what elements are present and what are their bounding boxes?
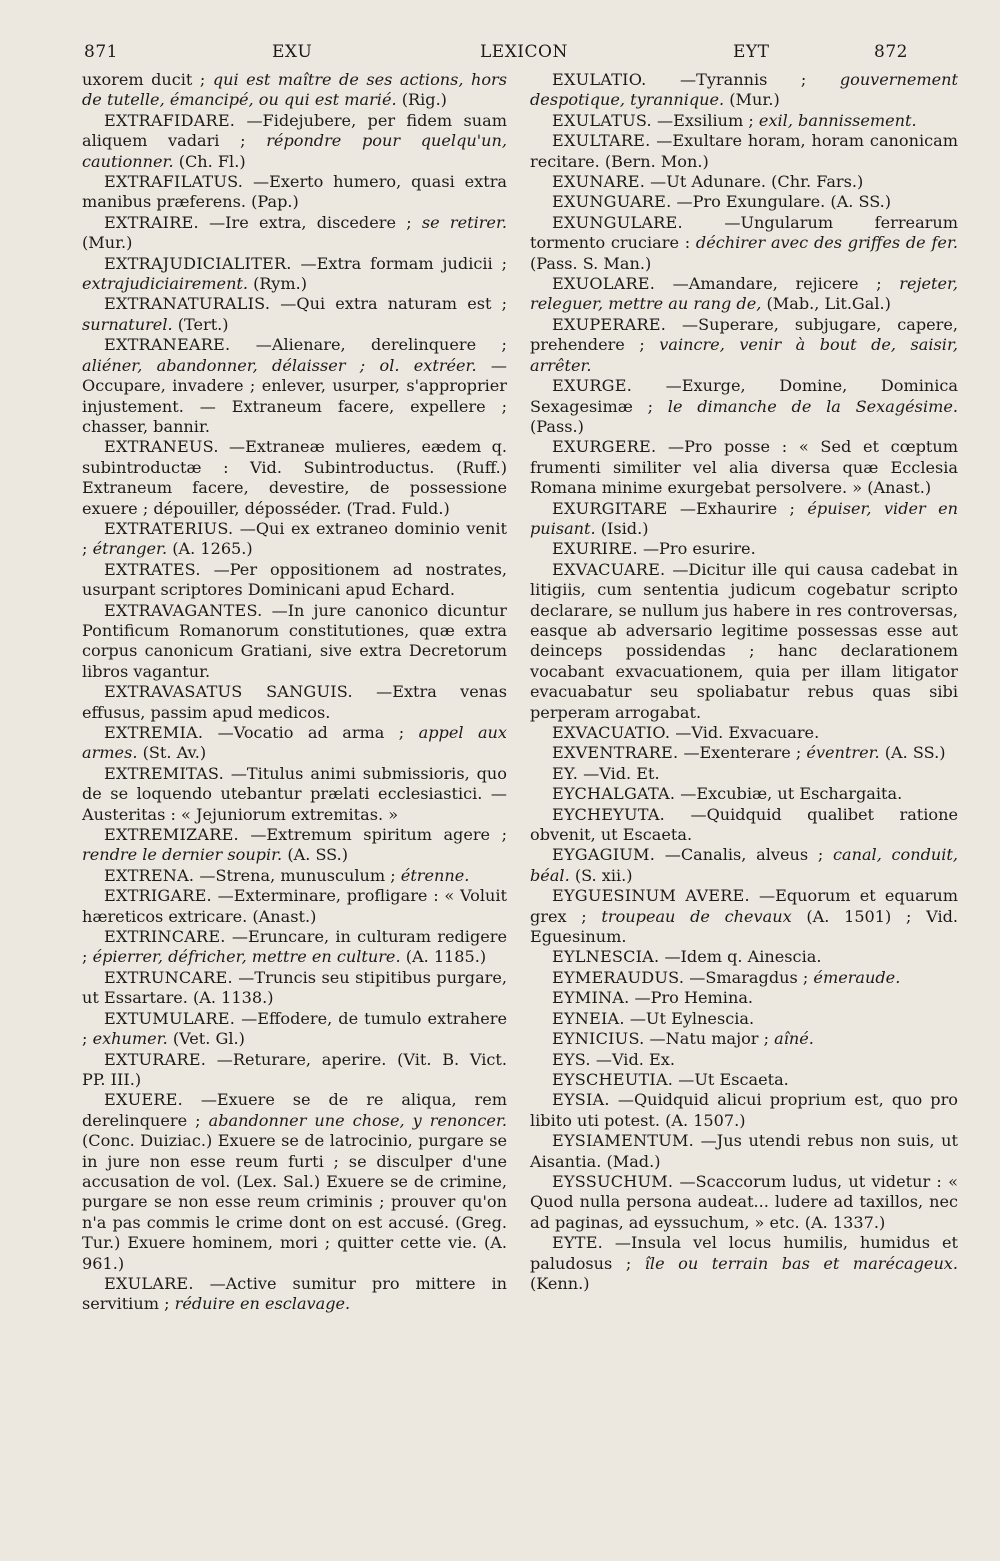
latin-definition: — Natu major ; [644, 1029, 769, 1048]
source-citation: (Bern. Mon.) [604, 151, 709, 171]
dictionary-entry [82, 682, 507, 723]
headword: EYNICIUS. [552, 1029, 645, 1049]
french-gloss: épuiser, vider en puisant. [530, 498, 958, 538]
source-citation: (A. SS.) [884, 743, 946, 763]
dictionary-entry [82, 70, 507, 111]
page-number-right: 872 [874, 42, 908, 62]
headword: EYCHEYUTA. [552, 804, 665, 824]
dictionary-entry [82, 866, 507, 886]
source-citation: (Vit. B. Vict. PP. III.) [82, 1049, 507, 1089]
latin-definition: — Returare, aperire. [206, 1050, 386, 1069]
source-citation: (S. xii.) [574, 865, 633, 885]
headword: EXTRAVASATUS SANGUIS. [104, 682, 353, 702]
latin-definition: — Vid. Ex. [591, 1050, 675, 1069]
french-gloss: exhumer. [92, 1029, 168, 1049]
latin-definition: — Pro esurire. [638, 539, 756, 558]
french-gloss: vaincre, venir à bout de, saisir, arrêter. [530, 335, 958, 375]
source-citation: — Occupare, invadere ; enlever, usurper, s'approprier injustement. — Extraneum facere, expellere ; chasser, bannir. [82, 355, 507, 436]
source-citation: (Mab., Lit.Gal.) [766, 294, 891, 314]
latin-definition: — Canalis, alveus ; [655, 845, 823, 864]
dictionary-entry [82, 335, 507, 437]
french-gloss: surnaturel. [82, 314, 173, 334]
headword: EXUNGUARE. [552, 192, 672, 212]
latin-definition: — Active sumitur pro mittere in servitium ; [82, 1274, 507, 1313]
headword: EYTE. [552, 1233, 603, 1253]
latin-definition: — Alienare, derelinquere ; [230, 335, 507, 354]
dictionary-entry [82, 111, 507, 172]
dictionary-entry [530, 437, 958, 498]
latin-definition: — Amandare, rejicere ; [655, 274, 882, 293]
dictionary-entry [82, 886, 507, 927]
headword: EYSIA. [552, 1090, 610, 1110]
guide-word-right: EYT [733, 42, 770, 62]
headword: EXTRIGARE. [104, 886, 212, 906]
source-citation: (Pass.) [530, 416, 584, 436]
dictionary-entry [530, 539, 958, 559]
dictionary-entry [530, 947, 958, 967]
source-citation: (Pap.) [251, 192, 299, 212]
headword: EXURGERE. [552, 437, 657, 457]
french-gloss: troupeau de chevaux [601, 906, 792, 926]
headword: EXTREMITAS. [104, 763, 224, 783]
dictionary-entry [530, 1172, 958, 1233]
dictionary-entry [82, 294, 507, 335]
headword: EXTRAJUDICIALITER. [104, 253, 292, 273]
dictionary-entry [530, 1090, 958, 1131]
latin-definition: — In jure canonico dicuntur Pontificum Romanorum constitutiones, quæ extra corpus canonicum Gratiani, sive extra Decretorum libros vagantur. [82, 601, 507, 681]
dictionary-entry [530, 111, 958, 131]
headword: EXTRANEARE. [104, 335, 231, 355]
dictionary-entry [82, 1090, 507, 1274]
latin-definition: — Exerto humero, quasi extra manibus præferens. [82, 172, 507, 211]
headword: EY. [552, 763, 579, 783]
latin-definition: — Pro Hemina. [629, 988, 753, 1007]
source-citation: (Vet. Gl.) [172, 1029, 245, 1049]
dictionary-entry [82, 437, 507, 519]
dictionary-entry [82, 825, 507, 866]
source-citation: (Anast.) [252, 906, 317, 926]
latin-definition: — Exuere se de re aliqua, rem derelinquere ; [82, 1090, 507, 1129]
headword: EXUPERARE. [552, 314, 667, 334]
source-citation: (Mur.) [82, 233, 133, 253]
latin-definition: — Extremum spiritum agere ; [239, 825, 507, 844]
latin-definition: — Exterminare, profligare : « Voluit hæreticos extricare. [82, 886, 507, 925]
source-citation: (A. 1185.) [405, 947, 487, 967]
dictionary-entry [82, 254, 507, 295]
headword: EYMERAUDUS. [552, 967, 685, 987]
french-gloss: extrajudiciairement. [82, 274, 249, 294]
latin-definition: — Superare, subjugare, capere, prehendere ; [530, 315, 958, 354]
headword: EXTRATERIUS. [104, 518, 234, 538]
dictionary-entry [530, 968, 958, 988]
headword: EXUNARE. [552, 172, 646, 192]
latin-definition: — Jus utendi rebus non suis, ut Aisantia. [530, 1131, 958, 1170]
latin-definition: — Extra venas effusus, passim apud medicos. [82, 682, 507, 721]
latin-definition: — Quidquid qualibet ratione obvenit, ut Escaeta. [530, 805, 958, 844]
headword: EXVACUATIO. [552, 723, 671, 742]
french-gloss: abandonner une chose, y renoncer. [208, 1110, 507, 1130]
latin-definition: — Qui extra naturam est ; [270, 294, 507, 313]
french-gloss: exil, bannissement. [758, 110, 917, 130]
page-number-left: 871 [84, 42, 118, 62]
source-citation: (A. 1265.) [172, 539, 253, 559]
dictionary-entry [530, 743, 958, 763]
latin-definition: — Truncis seu stipitibus purgare, ut Essartare. [82, 968, 507, 1007]
dictionary-entry [82, 1009, 507, 1050]
headword: EYCHALGATA. [552, 784, 676, 804]
headword: EYGAGIUM. [552, 845, 656, 865]
latin-definition: — Exultare horam, horam canonicam recitare. [530, 131, 958, 170]
headword: EYNEIA. [552, 1008, 625, 1028]
latin-definition: — Effodere, de tumulo extrahere ; [82, 1009, 507, 1048]
latin-definition: — Equorum et equarum grex ; [530, 886, 958, 925]
headword: EXTURARE. [104, 1049, 207, 1069]
headword: EYSCHEUTIA. [552, 1069, 674, 1089]
latin-definition: — Eruncare, in culturam redigere ; [82, 927, 507, 966]
dictionary-entry [530, 723, 958, 743]
source-citation: (Mad.) [606, 1151, 661, 1171]
latin-definition: — Exsilium ; [652, 111, 754, 130]
latin-definition: — Tyrannis ; [646, 70, 806, 89]
latin-definition: — Vid. Et. [578, 764, 660, 783]
source-citation: (Isid.) [600, 518, 649, 538]
french-gloss: répondre pour quelqu'un, cautionner. [82, 131, 508, 171]
headword: EXURIRE. [552, 539, 638, 559]
dictionary-entry [530, 213, 958, 274]
source-citation: (A. 1138.) [193, 988, 274, 1008]
headword: EXUOLARE. [552, 274, 656, 294]
dictionary-entry [530, 988, 958, 1008]
latin-definition: — Smaragdus ; [684, 968, 808, 987]
dictionary-entry [530, 499, 958, 540]
latin-definition: — Ut Escaeta. [673, 1070, 789, 1089]
headword: EYGUESINUM AVERE. [552, 886, 750, 906]
dictionary-entry [82, 927, 507, 968]
source-citation: (Tert.) [177, 314, 229, 334]
french-gloss: réduire en esclavage. [174, 1294, 351, 1314]
source-citation: (Rig.) [401, 90, 447, 110]
french-gloss: épierrer, défricher, mettre en culture. [92, 947, 401, 967]
dictionary-entry [530, 274, 958, 315]
dictionary-entry [530, 764, 958, 784]
latin-definition: — Qui ex extraneo dominio venit ; [82, 519, 507, 558]
headword: EYS. [552, 1049, 591, 1069]
dictionary-entry [530, 845, 958, 886]
french-gloss: rejeter, releguer, mettre au rang de, [530, 274, 959, 314]
headword: EXUNGULARE. [552, 212, 683, 232]
latin-definition: — Excubiæ, ut Eschargaita. [675, 784, 902, 803]
latin-definition: — Vocatio ad arma ; [203, 723, 404, 742]
french-gloss: éventrer. [806, 743, 880, 763]
headword: EYMINA. [552, 988, 630, 1008]
headword: EYSSUCHUM. [552, 1171, 674, 1191]
source-citation: (A. 1507.) [665, 1110, 746, 1130]
headword: EXTREMIZARE. [104, 825, 239, 845]
latin-definition: — Insula vel locus humilis, humidus et paludosus ; [530, 1233, 958, 1272]
headword: EXTRENA. [104, 865, 195, 885]
dictionary-entry [530, 70, 958, 111]
source-citation: (Conc. Duiziac.) Exuere se de latrocinio, purgare se in jure non esse reum furti ; se disculper d'une accusation de vol. (Lex. Sal.) Exuere se de crimine, purgare se non esse reum criminis ; prouver qu'on n'a pas commis le crime dont on est accusé. (Greg. Tur.) Exuere hominem, mori ; quitter cette vie. (A. 961.) [82, 1131, 507, 1273]
dictionary-entry [82, 560, 507, 601]
latin-definition: — Pro Exungulare. [671, 192, 825, 211]
headword: EXULATIO. [552, 70, 647, 89]
french-gloss: île ou terrain bas et marécageux. [644, 1253, 958, 1273]
dictionary-entry [530, 172, 958, 192]
headword: EXTRAVAGANTES. [104, 600, 263, 620]
running-title: LEXICON [480, 42, 568, 62]
dictionary-entry [530, 1233, 958, 1294]
latin-definition: — Exenterare ; [678, 743, 801, 762]
dictionary-entry [82, 1274, 507, 1315]
latin-definition: — Vid. Exvacuare. [670, 723, 819, 742]
headword: EXULATUS. [552, 110, 652, 130]
source-citation: (Pass. S. Man.) [530, 253, 652, 273]
headword: EXTRUNCARE. [104, 967, 233, 987]
source-citation: (Kenn.) [530, 1273, 590, 1293]
source-citation: (A. SS.) [830, 192, 892, 212]
dictionary-entry [82, 723, 507, 764]
right-column [530, 70, 958, 1294]
latin-definition: — Ire extra, discedere ; [199, 213, 412, 232]
dictionary-entry [82, 172, 507, 213]
latin-definition: — Quidquid alicui proprium est, quo pro libito uti potest. [530, 1090, 958, 1129]
headword: EXTRANATURALIS. [104, 294, 271, 314]
french-gloss: canal, conduit, béal. [530, 845, 958, 885]
headword: EXTRAFIDARE. [104, 110, 236, 130]
dictionary-entry [530, 131, 958, 172]
headword: EXTRANEUS. [104, 437, 219, 457]
source-citation: (Mur.) [729, 90, 780, 110]
entry-continuation: uxorem ducit ; [82, 70, 206, 89]
dictionary-entry [530, 192, 958, 212]
dictionary-entry [530, 805, 958, 846]
headword: EXTREMIA. [104, 723, 204, 742]
french-gloss: gouvernement despotique, tyrannique. [530, 70, 959, 110]
headword: EYLNESCIA. [552, 947, 660, 967]
latin-definition: — Dicitur ille qui causa cadebat in litigiis, cum sententia judicum cogebatur scripto declarare, se nullum jus habere in res controversas, easque ab adversario legitime possessas esse aut deinceps possidendas ; hanc declarationem vocabant exvacuationem, quia per illam litigator evacuabatur seu spoliabatur rebus quas sibi perperam arrogabat. [530, 560, 958, 722]
latin-definition: — Titulus animi submissioris, quo de se loquendo utebantur prælati ecclesiastici. — Austeritas : « Jejuniorum extremitas. » [82, 764, 507, 824]
latin-definition: — Extra formam judicii ; [292, 254, 507, 273]
left-column [82, 70, 507, 1315]
dictionary-entry [530, 784, 958, 804]
dictionary-entry [530, 1050, 958, 1070]
latin-definition: — Ut Eylnescia. [625, 1009, 754, 1028]
french-gloss: étrenne. [400, 865, 470, 885]
dictionary-entry [530, 886, 958, 947]
headword: EXTRAFILATUS. [104, 172, 244, 192]
headword: EXVACUARE. [552, 559, 666, 579]
dictionary-entry [82, 213, 507, 254]
dictionary-entry [82, 764, 507, 825]
dictionary-entry [530, 1009, 958, 1029]
latin-definition: — Exhaurire ; [667, 499, 795, 518]
dictionary-entry [530, 315, 958, 376]
headword: EXTRINCARE. [104, 927, 226, 947]
french-gloss: rendre le dernier soupir. [82, 845, 283, 865]
source-citation: (A. SS.) [287, 845, 349, 865]
latin-definition: — Strena, munusculum ; [194, 866, 395, 885]
latin-definition: — Scaccorum ludus, ut videtur : « Quod nulla persona audeat... ludere ad taxillos, nec ad paginas, ad eyssuchum, » etc. [530, 1172, 958, 1232]
french-gloss: se retirer. [421, 212, 507, 232]
headword: EXTUMULARE. [104, 1008, 236, 1028]
headword: EXURGE. [552, 376, 633, 396]
french-gloss: déchirer avec des griffes de fer. [695, 233, 958, 253]
french-gloss: étranger. [92, 539, 168, 559]
headword: EXUERE. [104, 1090, 183, 1110]
french-gloss: émeraude. [813, 967, 901, 987]
source-citation: (A. 1337.) [804, 1212, 886, 1232]
dictionary-entry [530, 1131, 958, 1172]
source-citation: (A. 1501) ; Vid. Eguesinum. [530, 906, 959, 947]
source-citation: (St. Av.) [142, 743, 207, 763]
dictionary-entry [82, 601, 507, 683]
headword: EXULTARE. [552, 131, 651, 151]
latin-definition: — Ungularum ferrearum tormento cruciare : [530, 213, 958, 252]
headword: EXTRATES. [104, 559, 201, 579]
latin-definition: — Ut Adunare. [645, 172, 766, 191]
dictionary-entry [82, 519, 507, 560]
headword: EXVENTRARE. [552, 743, 679, 763]
french-gloss: qui est maître de ses actions, hors de tutelle, émancipé, ou qui est marié. [82, 70, 508, 110]
latin-definition: — Pro posse : « Sed et cœptum frumenti similiter vel alia diversa quæ Ecclesia Romana minime exurgebat persolvere. » [530, 437, 958, 497]
dictionary-entry [530, 560, 958, 723]
source-citation: (Rym.) [253, 274, 308, 294]
headword: EXURGITARE [552, 498, 668, 518]
source-citation: (Anast.) [867, 478, 932, 498]
dictionary-entry [530, 1029, 958, 1049]
latin-definition: — Fidejubere, per fidem suam aliquem vadari ; [82, 111, 507, 150]
french-gloss: le dimanche de la Sexagésime. [667, 396, 958, 416]
latin-definition: — Idem q. Ainescia. [659, 947, 821, 966]
french-gloss: appel aux armes. [82, 723, 507, 763]
latin-definition: — Exurge, Domine, Dominica Sexagesimæ ; [530, 376, 958, 415]
source-citation: (Ch. Fl.) [178, 151, 246, 171]
dictionary-entry [530, 376, 958, 437]
latin-definition: — Per oppositionem ad nostrates, usurpant scriptores Dominicani apud Echard. [82, 560, 507, 599]
dictionary-entry [82, 968, 507, 1009]
headword: EXULARE. [104, 1273, 194, 1293]
source-citation: (Ruff.) Extraneum facere, devestire, de possessione exuere ; dépouiller, déposséder. (Trad. Fuld.) [82, 457, 507, 518]
source-citation: (Chr. Fars.) [771, 172, 864, 192]
french-gloss: aîné. [774, 1029, 814, 1049]
french-gloss: aliéner, abandonner, délaisser ; ol. extréer. [82, 355, 477, 375]
guide-word-left: EXU [272, 42, 313, 62]
headword: EXTRAIRE. [104, 212, 199, 232]
latin-definition: — Extraneæ mulieres, eædem q. subintroductæ : Vid. Subintroductus. [82, 437, 507, 476]
headword: EYSIAMENTUM. [552, 1131, 694, 1151]
dictionary-entry [82, 1050, 507, 1091]
dictionary-entry [530, 1070, 958, 1090]
